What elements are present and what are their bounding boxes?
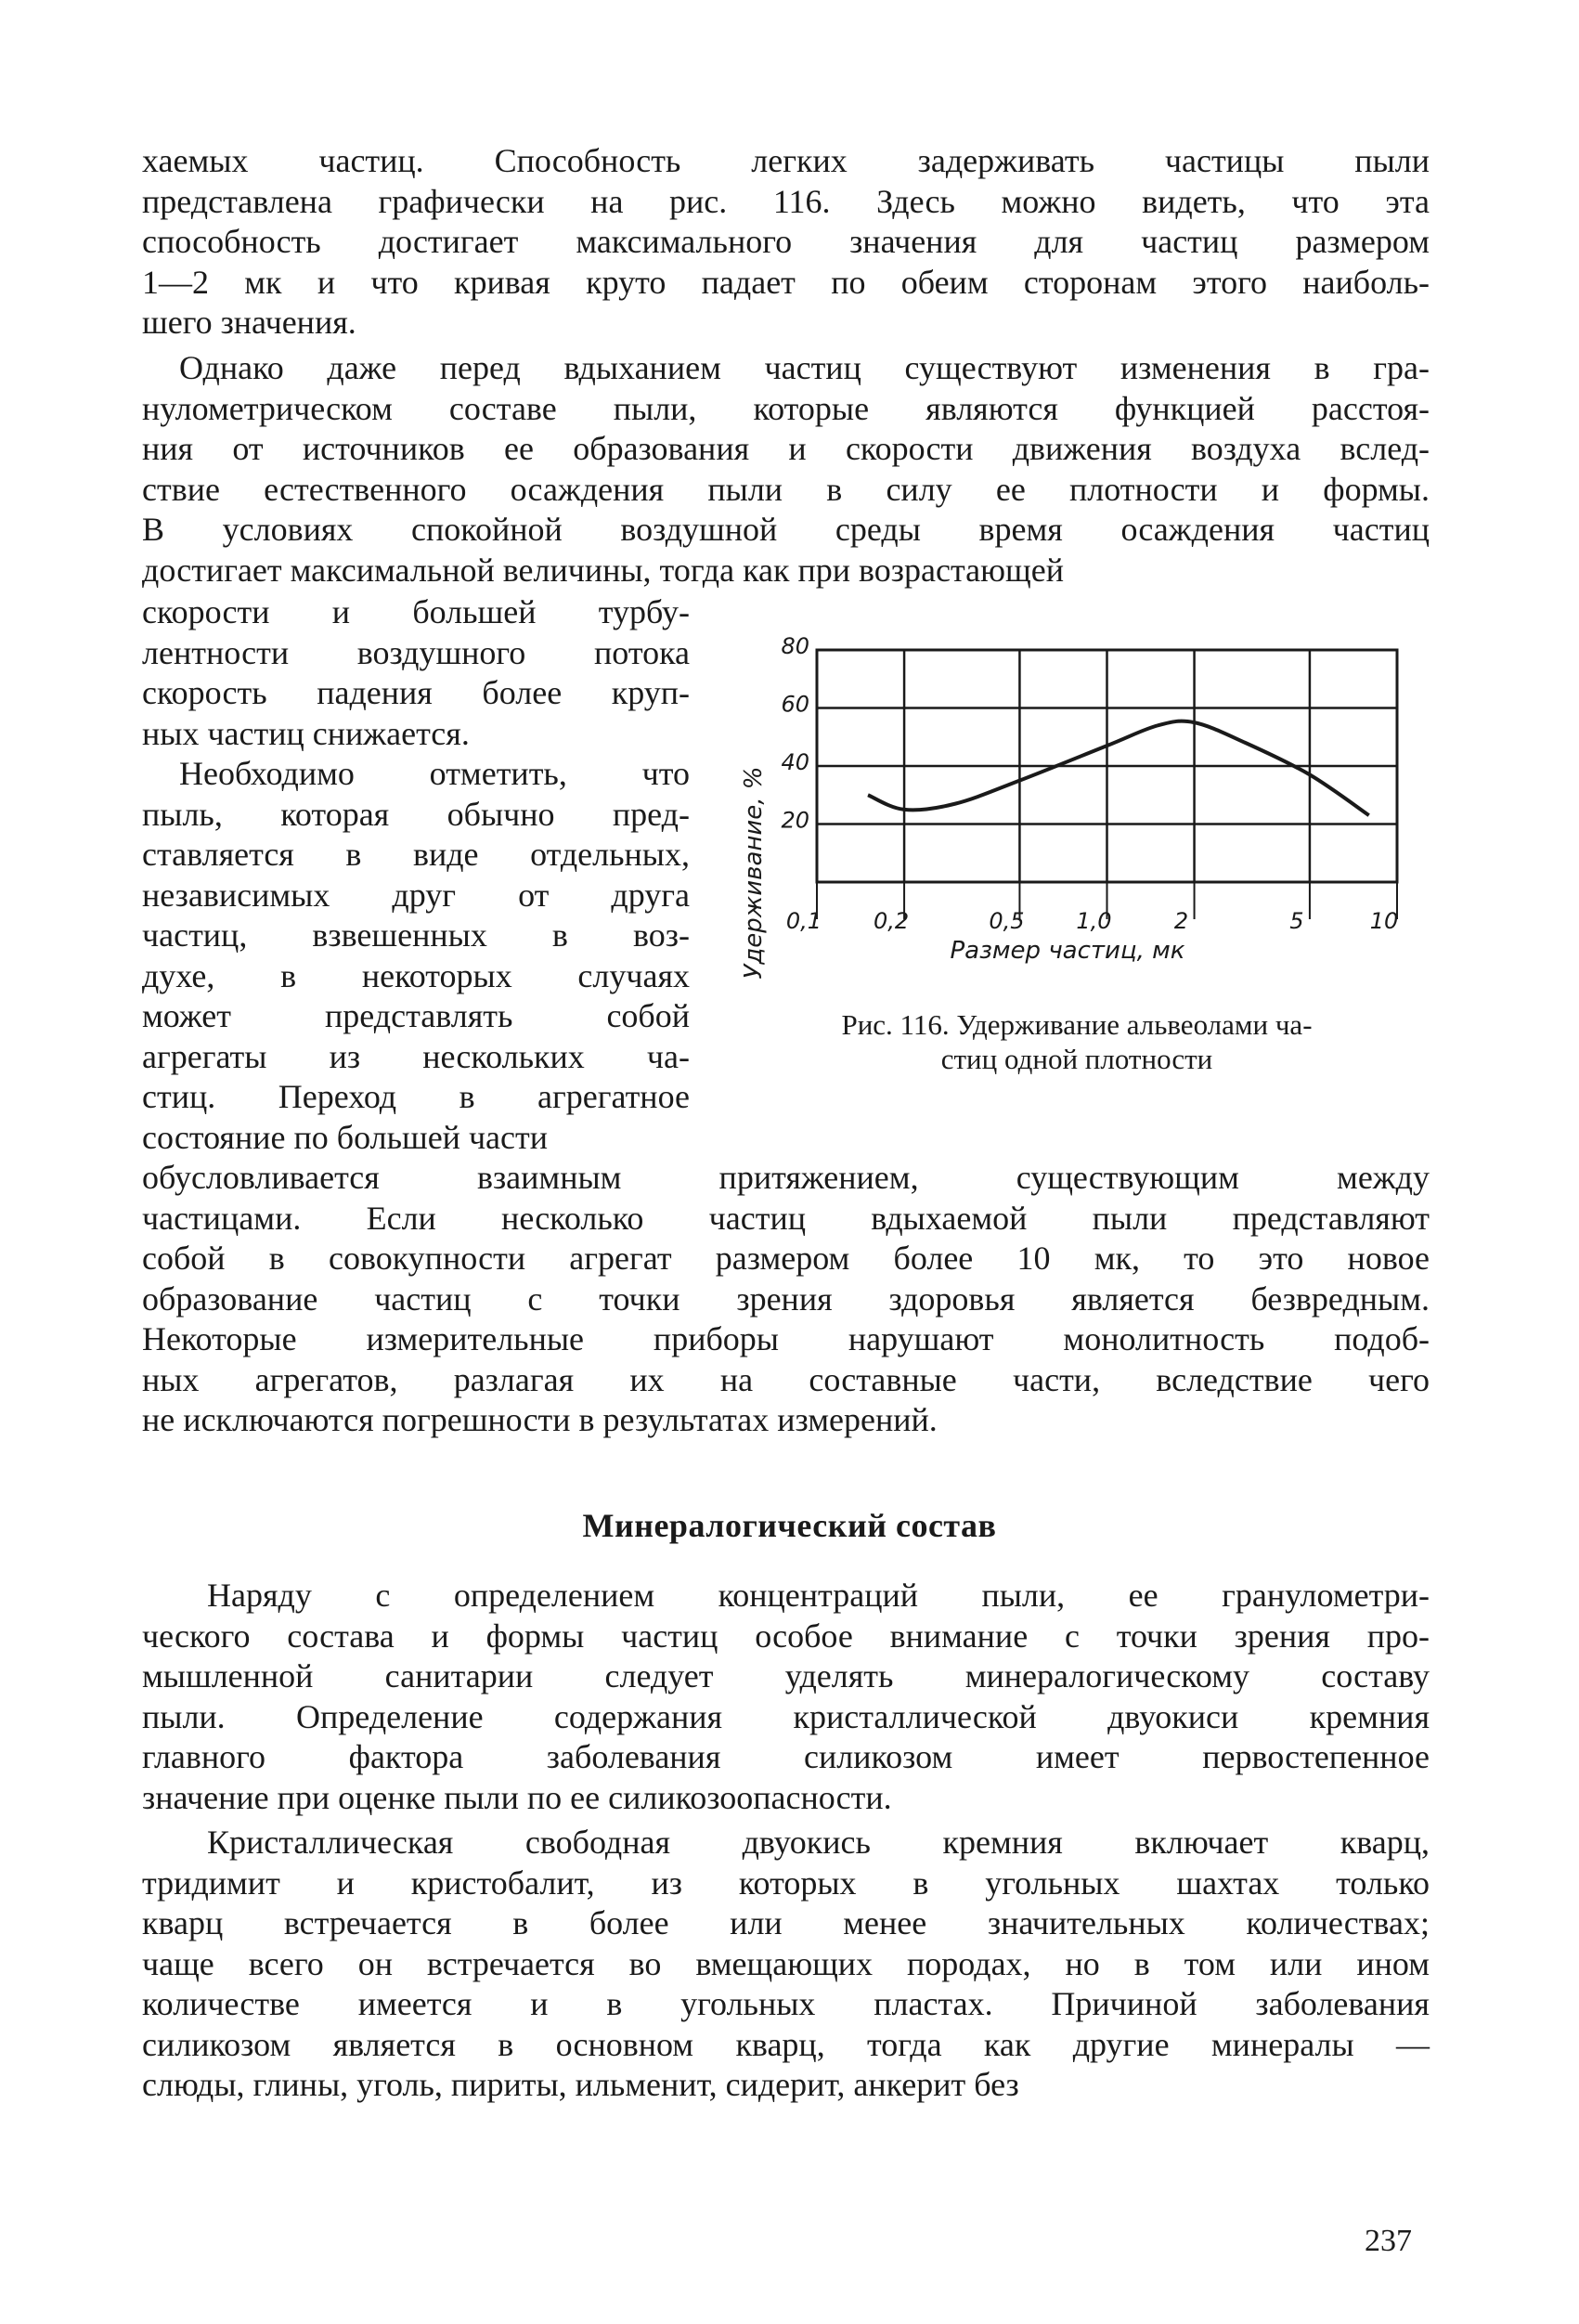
text-line: тридимит и кристобалит, из которых в угольных шахтах только	[142, 1863, 1430, 1902]
y-tick-labels	[781, 633, 809, 834]
text-line: состояние по большей части	[142, 1118, 549, 1156]
text-line: ствие естественного осаждения пыли в силу ее плотности и формы.	[142, 470, 1430, 508]
text-line: скорости и большей турбу-	[142, 593, 690, 630]
text-line: может представлять собой	[142, 997, 690, 1034]
text-line: ставляется в виде отдельных,	[142, 836, 690, 873]
text-line: не исключаются погрешности в результатах измерений.	[142, 1401, 938, 1438]
paragraph-3-narrow	[142, 754, 690, 1158]
text-line: Наряду с определением концентраций пыли, ее гранулометри-	[207, 1577, 1430, 1614]
y-tick-label: 20	[781, 807, 809, 834]
x-tick-label: 0,5	[989, 908, 1025, 934]
text-line: Необходимо отметить, что	[179, 755, 690, 792]
paragraph-4	[142, 1576, 1430, 1818]
paragraph-5	[142, 1823, 1430, 2106]
x-tick-label: 0,1	[785, 908, 822, 934]
text-line: хаемых частиц. Способность легких задерживать частицы пыли	[142, 142, 1430, 179]
x-tick-label: 1,0	[1076, 908, 1112, 934]
x-tick-labels	[786, 908, 1398, 934]
text-line: значение при оценке пыли по ее силикозоопасности.	[142, 1778, 892, 1816]
text-line: духе, в некоторых случаях	[142, 956, 690, 994]
text-line: Некоторые измерительные приборы нарушают монолитность подоб-	[142, 1320, 1430, 1357]
text-line: достигает максимальной величины, тогда как при возрастающей	[142, 551, 1064, 589]
text-line: собой в совокупности агрегат размером более 10 мк, то это новое	[142, 1240, 1430, 1277]
text-line: ных частиц снижается.	[142, 714, 470, 752]
paragraph-1	[142, 141, 1430, 344]
text-line: ческого состава и формы частиц особое внимание с точки зрения про-	[142, 1616, 1430, 1655]
text-line: лентности воздушного потока	[142, 633, 690, 671]
text-line: стиц. Переход в агрегатное	[142, 1078, 690, 1115]
figure-caption	[715, 1007, 1439, 1076]
section-heading: Минералогический состав	[582, 1507, 997, 1544]
paragraph-3-wide	[142, 1158, 1430, 1441]
retention-curve	[868, 721, 1369, 816]
x-tick-label: 2	[1173, 908, 1189, 934]
text-line: главного фактора заболевания силикозом имеет первостепенное	[142, 1738, 1430, 1775]
chart-grid	[817, 650, 1397, 919]
text-line: частиц, взвешенных в воз-	[142, 916, 690, 954]
caption-line-1: Рис. 116. Удерживание альвеолами ча-	[841, 1008, 1313, 1041]
text-line: агрегаты из нескольких ча-	[142, 1037, 690, 1075]
text-line: шего значения.	[142, 304, 356, 341]
text-line: чаще всего он встречается во вмещающих породах, но в том или ином	[142, 1944, 1430, 1982]
text-line: пыль, которая обычно пред-	[142, 795, 690, 833]
x-tick-label: 0,2	[873, 908, 910, 934]
text-line: обусловливается взаимным притяжением, существующим между	[142, 1159, 1430, 1196]
text-line: Однако даже перед вдыханием частиц существуют изменения в гра-	[179, 349, 1430, 386]
y-axis-label: Удерживание, %	[740, 766, 768, 980]
text-line: нулометрическом составе пыли, которые являются функцией расстоя-	[142, 389, 1430, 427]
caption-line-2: стиц одной плотности	[940, 1043, 1213, 1075]
text-line: способность достигает максимального значения для частиц размером	[142, 223, 1430, 260]
text-line: В условиях спокойной воздушной среды время осаждения частиц	[142, 511, 1430, 548]
y-tick-label: 80	[781, 633, 809, 659]
text-line: ных агрегатов, разлагая их на составные части, вследствие чего	[142, 1360, 1430, 1398]
x-tick-label: 5	[1289, 908, 1304, 934]
text-line: кварц встречается в более или менее значительных количествах;	[142, 1904, 1430, 1941]
retention-chart	[724, 622, 1448, 1012]
text-line: силикозом является в основном кварц, тогда как другие минералы —	[142, 2025, 1430, 2063]
text-line: ния от источников ее образования и скорости движения воздуха вслед-	[142, 430, 1430, 467]
page-number: 237	[1365, 2224, 1412, 2258]
text-line: количестве имеется и в угольных пластах. Причиной заболевания	[142, 1985, 1430, 2022]
x-tick-label: 10	[1369, 908, 1399, 934]
text-line: представлена графически на рис. 116. Здесь можно видеть, что эта	[142, 182, 1430, 220]
text-line: образование частиц с точки зрения здоровья является безвредным.	[142, 1279, 1430, 1318]
y-tick-label: 40	[781, 749, 809, 775]
y-tick-label: 60	[781, 691, 809, 718]
text-line: слюды, глины, уголь, пириты, ильменит, сидерит, анкерит без	[142, 2066, 1019, 2103]
text-line: мышленной санитарии следует уделять минералогическому составу	[142, 1657, 1430, 1694]
paragraph-2-narrow	[142, 592, 690, 754]
text-line: Кристаллическая свободная двуокись кремния включает кварц,	[207, 1824, 1430, 1861]
text-line: скорость падения более круп-	[142, 674, 690, 711]
text-line: пыли. Определение содержания кристаллической двуокиси кремния	[142, 1697, 1430, 1735]
x-axis-label: Размер частиц, мк	[950, 937, 1185, 965]
text-line: частицами. Если несколько частиц вдыхаемой пыли представляют	[142, 1199, 1430, 1237]
paragraph-2	[142, 348, 1430, 591]
text-line: независимых друг от друга	[142, 876, 690, 914]
text-line: 1—2 мк и что кривая круто падает по обеим сторонам этого наиболь-	[142, 263, 1430, 301]
